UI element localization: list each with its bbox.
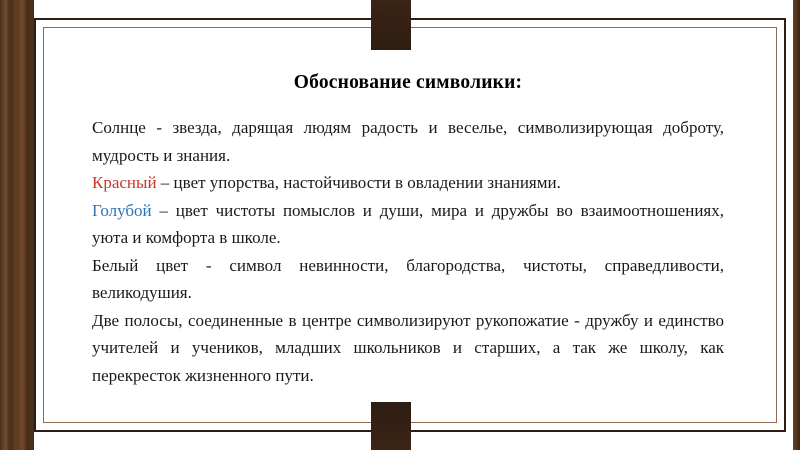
paragraph-red (92, 169, 724, 197)
paragraph-sun-text: Солнце - звезда, дарящая людям радость и веселье, символизирующая доброту, мудрость и знания. (92, 118, 724, 165)
frame-top-clip (371, 0, 411, 50)
paragraph-stripes-text: Две полосы, соединенные в центре символизируют рукопожатие - дружбу и единство учителей и учеников, младших школьников и старших, а так же школу, как перекресток жизненного пути. (92, 310, 724, 385)
page-title: Обоснование символики: (293, 72, 523, 93)
content-panel (34, 18, 786, 432)
frame-bottom-clip (371, 402, 411, 450)
slide-content (92, 72, 724, 389)
paragraph-stripes (92, 307, 724, 390)
wood-grain-overlay (0, 0, 34, 450)
paragraph-sun (92, 114, 724, 169)
paragraph-blue (92, 197, 724, 252)
wood-texture-left-band (0, 0, 34, 450)
keyword-red: Красный (92, 173, 157, 193)
paragraph-white-text: Белый цвет - символ невинности, благородства, чистоты, справедливости, великодушия. (92, 255, 724, 303)
wood-texture-right-edge (793, 0, 800, 450)
body-text-block (92, 114, 724, 389)
paragraph-white (92, 252, 724, 307)
paragraph-red-text: – цвет упорства, настойчивости в овладении знаниями. (156, 173, 561, 193)
keyword-blue: Голубой (92, 200, 152, 220)
paragraph-blue-text: – цвет чистоты помыслов и души, мира и дружбы во взаимоотношениях, уюта и комфорта в школе. (92, 200, 724, 248)
